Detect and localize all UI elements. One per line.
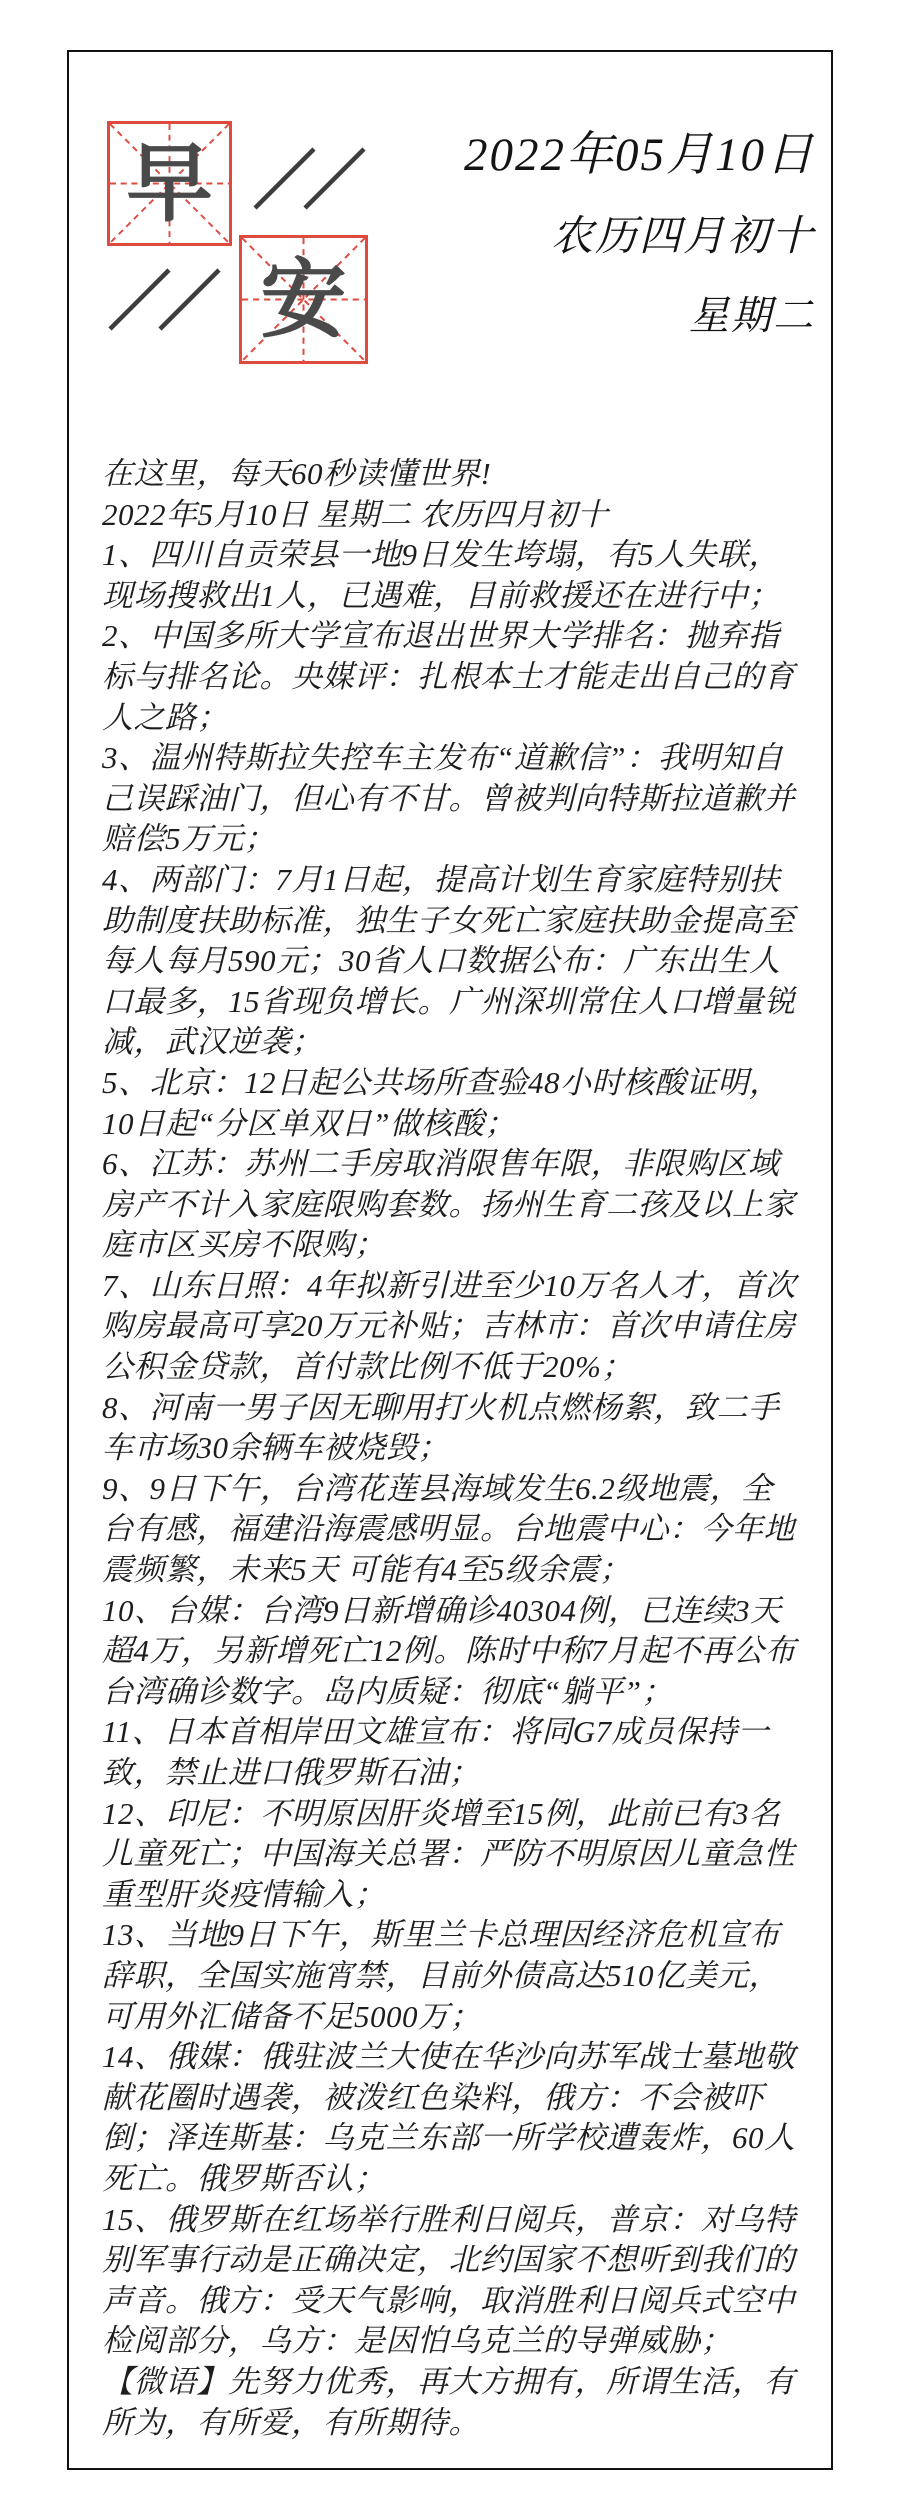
news-item: 1、四川自贡荣县一地9日发生垮塌，有5人失联，现场搜救出1人，已遇难，目前救援还在进行中； [102,537,780,613]
news-item: 12、印尼：不明原因肝炎增至15例，此前已有3名儿童死亡；中国海关总署：严防不明原因儿童急性重型肝炎疫情输入； [102,1795,795,1912]
news-body [102,454,796,2443]
logo-char-zao: 早 [126,135,213,232]
news-item: 9、9日下午，台湾花莲县海域发生6.2级地震，全台有感，福建沿海震感明显。台地震中心：今年地震频繁，未来5天 可能有4至5级余震； [102,1470,795,1588]
logo-char-an: 安 [260,251,347,348]
body-date-header: 2022年5月10日 星期二 农历四月初十 [102,496,609,532]
news-item: 4、两部门：7月1日起，提高计划生育家庭特别扶助制度扶助标准，独生子女死亡家庭扶助金提高至每人每月590元；30省人口数据公布：广东出生人口最多，15省现负增长。广州深圳常住人口增量锐减，武汉逆袭； [102,861,796,1060]
news-item: 6、江苏：苏州二手房取消限售年限，非限购区域房产不计入家庭限购套数。扬州生育二孩及以上家庭市区买房不限购； [102,1146,795,1263]
news-item: 7、山东日照：4年拟新引进至少10万名人才，首次购房最高可享20万元补贴；吉林市：首次申请住房公积金贷款，首付款比例不低于20%； [102,1267,796,1385]
news-item: 2、中国多所大学宣布退出世界大学排名：抛弃指标与排名论。央媒评：扎根本土才能走出自己的育人之路； [102,618,795,735]
weiyu-quote: 【微语】先努力优秀，再大方拥有，所谓生活，有所为，有所爱，有所期待。 [102,2363,795,2440]
weekday: 星期二 [689,292,815,338]
news-item: 10、台媒：台湾9日新增确诊40304例，已连续3天超4万，另新增死亡12例。陈时中称7月起不再公布台湾确诊数字。岛内质疑：彻底“躺平”； [102,1592,796,1709]
lunar-date: 农历四月初十 [550,213,815,260]
news-item: 15、俄罗斯在红场举行胜利日阅兵，普京：对乌特别军事行动是正确决定，北约国家不想听到我们的声音。俄方：受天气影响，取消胜利日阅兵式空中检阅部分，乌方：是因怕乌克兰的导弹威胁； [102,2201,796,2359]
tagline: 在这里，每天60秒读懂世界! [102,456,492,491]
date-block [464,130,815,338]
double-slash-icon [252,144,372,212]
char-box-zao [107,121,232,246]
news-item: 5、北京：12日起公共场所查验48小时核酸证明，10日起“分区单双日”做核酸； [102,1064,781,1141]
news-item: 11、日本首相岸田文雄宣布：将同G7成员保持一致，禁止进口俄罗斯石油； [102,1714,770,1790]
gregorian-date: 2022年05月10日 [464,129,815,181]
news-item: 13、当地9日下午，斯里兰卡总理因经济危机宣布辞职，全国实施宵禁，目前外债高达510亿美元，可用外汇储备不足5000万； [102,1917,780,2034]
card-frame [67,50,833,2470]
double-slash-icon [107,265,227,333]
char-box-an [239,235,368,364]
news-item: 3、温州特斯拉失控车主发布“道歉信”：我明知自己误踩油门，但心有不甘。曾被判向特斯拉道歉并赔偿5万元； [102,740,795,857]
news-item: 14、俄媒：俄驻波兰大使在华沙向苏军战士墓地敬献花圈时遇袭，被泼红色染料，俄方：不会被吓倒；泽连斯基：乌克兰东部一所学校遭轰炸，60人死亡。俄罗斯否认； [102,2039,796,2196]
news-item: 8、河南一男子因无聊用打火机点燃杨絮，致二手车市场30余辆车被烧毁； [102,1389,780,1466]
